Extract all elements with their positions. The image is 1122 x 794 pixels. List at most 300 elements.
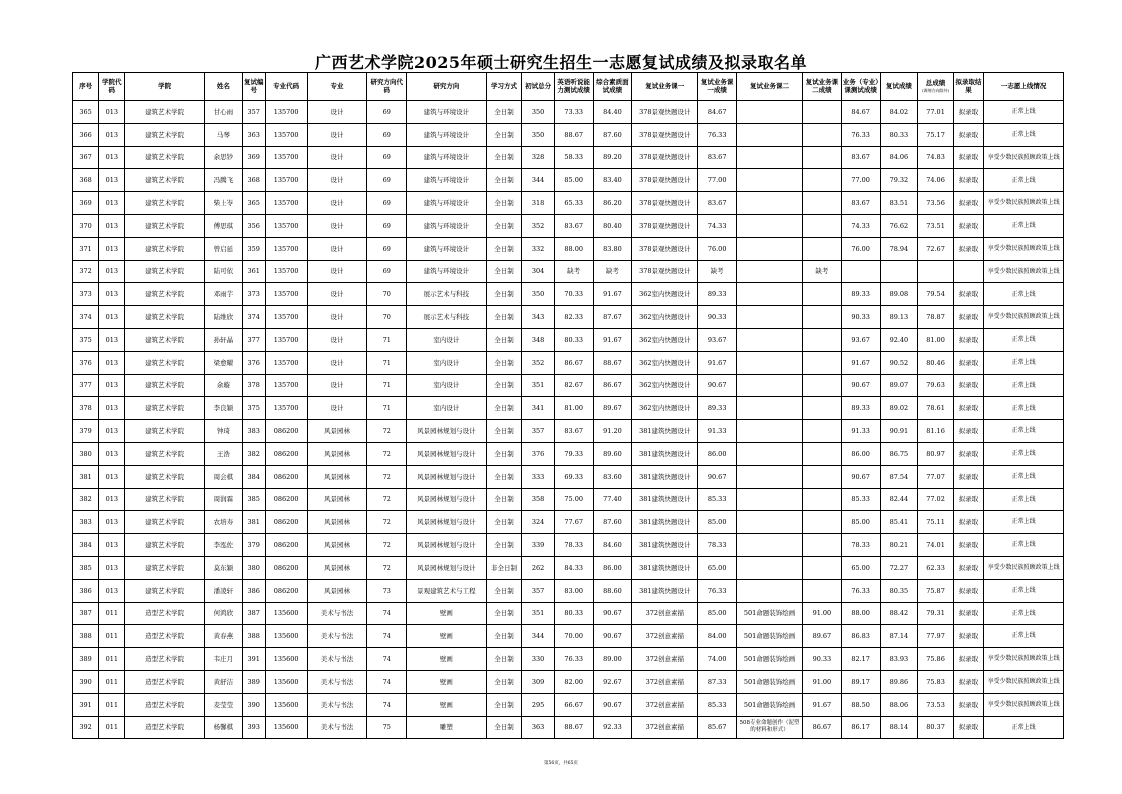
major-cell: 设计 (307, 237, 367, 260)
prelim-score-cell: 348 (522, 328, 554, 351)
major-code-cell: 135700 (265, 283, 307, 306)
interview-score-cell: 90.67 (593, 625, 632, 648)
course2-cell: 501命题装饰绘画 (737, 648, 803, 671)
course2-cell: 501命题装饰绘画 (737, 625, 803, 648)
retest-no-cell: 369 (242, 146, 265, 169)
course2-cell (737, 488, 803, 511)
study-mode-cell: 全日制 (486, 511, 522, 534)
table-row (73, 146, 1064, 169)
interview-score-cell: 83.80 (593, 237, 632, 260)
college-code-cell: 013 (99, 534, 125, 557)
course2-score-cell (803, 579, 842, 602)
direction-code-cell: 69 (367, 237, 407, 260)
total-score-cell: 77.01 (918, 101, 954, 124)
prelim-score-cell: 350 (522, 123, 554, 146)
major-code-cell: 086200 (265, 579, 307, 602)
status-cell: 正常上线 (984, 328, 1064, 351)
retest-score-cell: 92.40 (880, 328, 918, 351)
direction-code-cell: 72 (367, 511, 407, 534)
prelim-score-cell: 344 (522, 625, 554, 648)
retest-no-cell: 379 (242, 534, 265, 557)
result-cell: 拟录取 (953, 192, 983, 215)
study-mode-cell: 全日制 (486, 214, 522, 237)
total-score-cell: 80.37 (918, 716, 954, 739)
course1-cell: 372创意素描 (632, 648, 698, 671)
major-cell: 设计 (307, 374, 367, 397)
interview-score-cell: 87.60 (593, 123, 632, 146)
retest-score-cell: 89.08 (880, 283, 918, 306)
seq-cell: 392 (73, 716, 99, 739)
college-cell: 造型艺术学院 (125, 625, 205, 648)
course1-score-cell: 83.67 (698, 192, 737, 215)
major-code-cell: 135600 (265, 716, 307, 739)
seq-cell: 382 (73, 488, 99, 511)
retest-no-cell: 384 (242, 465, 265, 488)
course2-cell (737, 283, 803, 306)
course2-score-cell (803, 328, 842, 351)
english-score-cell: 84.33 (554, 556, 593, 579)
result-cell: 拟录取 (953, 488, 983, 511)
interview-score-cell: 89.20 (593, 146, 632, 169)
course2-cell (737, 237, 803, 260)
study-mode-cell: 全日制 (486, 260, 522, 283)
name-cell: 余璇 (204, 374, 242, 397)
english-score-cell: 79.33 (554, 442, 593, 465)
table-row (73, 101, 1064, 124)
interview-score-cell: 90.67 (593, 693, 632, 716)
interview-score-cell: 88.60 (593, 579, 632, 602)
course2-score-cell (803, 283, 842, 306)
course1-cell: 378景观快题设计 (632, 169, 698, 192)
result-cell: 拟录取 (953, 420, 983, 443)
status-cell: 正常上线 (984, 442, 1064, 465)
prelim-score-cell: 333 (522, 465, 554, 488)
interview-score-cell: 86.67 (593, 374, 632, 397)
retest-score-cell: 80.35 (880, 579, 918, 602)
col-header: 初试总分 (522, 73, 554, 101)
english-score-cell: 85.00 (554, 169, 593, 192)
course2-cell (737, 123, 803, 146)
course1-score-cell: 85.00 (698, 602, 737, 625)
course2-cell (737, 328, 803, 351)
college-code-cell: 011 (99, 716, 125, 739)
interview-score-cell: 80.40 (593, 214, 632, 237)
college-cell: 建筑艺术学院 (125, 101, 205, 124)
course2-score-cell: 86.67 (803, 716, 842, 739)
direction-code-cell: 71 (367, 397, 407, 420)
seq-cell: 377 (73, 374, 99, 397)
total-score-cell: 74.06 (918, 169, 954, 192)
retest-score-cell: 90.52 (880, 351, 918, 374)
retest-score-cell: 89.86 (880, 670, 918, 693)
status-cell: 正常上线 (984, 511, 1064, 534)
retest-no-cell: 393 (242, 716, 265, 739)
english-score-cell: 76.33 (554, 648, 593, 671)
table-row (73, 602, 1064, 625)
col-header-total (918, 73, 954, 101)
major-test-score-cell: 88.00 (841, 602, 880, 625)
status-cell: 享受少数民族照顾政策上线 (984, 306, 1064, 329)
major-test-score-cell: 89.17 (841, 670, 880, 693)
retest-no-cell: 383 (242, 420, 265, 443)
col-header-label: 总成绩 (925, 79, 946, 88)
college-cell: 造型艺术学院 (125, 670, 205, 693)
course1-score-cell: 89.33 (698, 397, 737, 420)
direction-cell: 壁画 (407, 625, 487, 648)
name-cell: 麦莹莹 (204, 693, 242, 716)
major-cell: 设计 (307, 214, 367, 237)
course2-score-cell (803, 101, 842, 124)
direction-code-cell: 72 (367, 488, 407, 511)
course2-score-cell: 89.67 (803, 625, 842, 648)
direction-cell: 风景园林规划与设计 (407, 488, 487, 511)
course2-cell: 501命题装饰绘画 (737, 670, 803, 693)
direction-code-cell: 73 (367, 579, 407, 602)
total-score-cell: 62.33 (918, 556, 954, 579)
result-cell: 拟录取 (953, 101, 983, 124)
course1-cell: 381建筑快题设计 (632, 534, 698, 557)
retest-score-cell: 83.51 (880, 192, 918, 215)
retest-score-cell: 85.41 (880, 511, 918, 534)
major-cell: 设计 (307, 123, 367, 146)
course2-cell (737, 169, 803, 192)
status-cell: 正常上线 (984, 625, 1064, 648)
direction-cell: 展示艺术与科技 (407, 306, 487, 329)
status-cell: 正常上线 (984, 534, 1064, 557)
major-code-cell: 135600 (265, 670, 307, 693)
result-cell: 拟录取 (953, 283, 983, 306)
english-score-cell: 80.33 (554, 328, 593, 351)
direction-cell: 雕塑 (407, 716, 487, 739)
prelim-score-cell: 343 (522, 306, 554, 329)
college-cell: 建筑艺术学院 (125, 511, 205, 534)
college-code-cell: 013 (99, 214, 125, 237)
table-row (73, 283, 1064, 306)
seq-cell: 373 (73, 283, 99, 306)
seq-cell: 387 (73, 602, 99, 625)
result-cell: 拟录取 (953, 716, 983, 739)
major-cell: 风景园林 (307, 579, 367, 602)
name-cell: 农培寿 (204, 511, 242, 534)
college-cell: 建筑艺术学院 (125, 420, 205, 443)
college-cell: 建筑艺术学院 (125, 374, 205, 397)
english-score-cell: 75.00 (554, 488, 593, 511)
table-row (73, 534, 1064, 557)
study-mode-cell: 全日制 (486, 716, 522, 739)
direction-code-cell: 69 (367, 146, 407, 169)
major-code-cell: 135600 (265, 693, 307, 716)
retest-no-cell: 374 (242, 306, 265, 329)
seq-cell: 374 (73, 306, 99, 329)
major-code-cell: 135700 (265, 214, 307, 237)
retest-score-cell: 84.06 (880, 146, 918, 169)
course1-cell: 381建筑快题设计 (632, 488, 698, 511)
course2-cell (737, 420, 803, 443)
table-row (73, 123, 1064, 146)
course2-score-cell: 缺考 (803, 260, 842, 283)
study-mode-cell: 全日制 (486, 465, 522, 488)
course2-cell (737, 465, 803, 488)
result-cell: 拟录取 (953, 648, 983, 671)
course1-cell: 378景观快题设计 (632, 214, 698, 237)
col-header: 姓名 (204, 73, 242, 101)
major-cell: 风景园林 (307, 465, 367, 488)
retest-score-cell: 86.75 (880, 442, 918, 465)
course1-score-cell: 91.33 (698, 420, 737, 443)
prelim-score-cell: 309 (522, 670, 554, 693)
course2-cell (737, 351, 803, 374)
result-cell: 拟录取 (953, 214, 983, 237)
major-cell: 美术与书法 (307, 670, 367, 693)
interview-score-cell: 87.67 (593, 306, 632, 329)
name-cell: 黄舒洁 (204, 670, 242, 693)
retest-score-cell: 87.14 (880, 625, 918, 648)
result-cell: 拟录取 (953, 351, 983, 374)
status-cell: 正常上线 (984, 579, 1064, 602)
study-mode-cell: 全日制 (486, 306, 522, 329)
prelim-score-cell: 350 (522, 101, 554, 124)
course2-score-cell (803, 420, 842, 443)
study-mode-cell: 全日制 (486, 192, 522, 215)
course1-score-cell: 74.33 (698, 214, 737, 237)
english-score-cell: 81.00 (554, 397, 593, 420)
college-code-cell: 013 (99, 260, 125, 283)
course1-score-cell: 84.67 (698, 101, 737, 124)
direction-code-cell: 69 (367, 101, 407, 124)
major-code-cell: 135700 (265, 351, 307, 374)
course2-cell: 508专业命题创作（泥塑的材料和形式） (737, 716, 803, 739)
course1-score-cell: 74.00 (698, 648, 737, 671)
course1-cell: 378景观快题设计 (632, 192, 698, 215)
course2-score-cell (803, 488, 842, 511)
direction-cell: 展示艺术与科技 (407, 283, 487, 306)
col-header: 英语听说能力测试成绩 (554, 73, 593, 101)
prelim-score-cell: 304 (522, 260, 554, 283)
course1-cell: 378景观快题设计 (632, 260, 698, 283)
prelim-score-cell: 351 (522, 374, 554, 397)
direction-code-cell: 74 (367, 670, 407, 693)
interview-score-cell: 86.00 (593, 556, 632, 579)
college-code-cell: 013 (99, 511, 125, 534)
retest-score-cell: 89.02 (880, 397, 918, 420)
course2-score-cell (803, 374, 842, 397)
direction-code-cell: 71 (367, 374, 407, 397)
major-cell: 设计 (307, 146, 367, 169)
study-mode-cell: 全日制 (486, 123, 522, 146)
course1-score-cell: 85.00 (698, 511, 737, 534)
col-header: 拟录取结果 (953, 73, 983, 101)
status-cell: 正常上线 (984, 602, 1064, 625)
name-cell: 杨馨棋 (204, 716, 242, 739)
prelim-score-cell: 332 (522, 237, 554, 260)
course2-cell (737, 579, 803, 602)
study-mode-cell: 全日制 (486, 579, 522, 602)
college-cell: 造型艺术学院 (125, 602, 205, 625)
seq-cell: 372 (73, 260, 99, 283)
direction-cell: 建筑与环境设计 (407, 192, 487, 215)
seq-cell: 381 (73, 465, 99, 488)
course1-cell: 381建筑快题设计 (632, 465, 698, 488)
major-test-score-cell: 93.67 (841, 328, 880, 351)
major-cell: 设计 (307, 397, 367, 420)
interview-score-cell: 83.40 (593, 169, 632, 192)
major-test-score-cell (841, 260, 880, 283)
major-code-cell: 135700 (265, 169, 307, 192)
english-score-cell: 77.67 (554, 511, 593, 534)
study-mode-cell: 全日制 (486, 328, 522, 351)
result-cell: 拟录取 (953, 237, 983, 260)
direction-code-cell: 72 (367, 442, 407, 465)
major-cell: 风景园林 (307, 556, 367, 579)
status-cell: 享受少数民族照顾政策上线 (984, 146, 1064, 169)
course1-cell: 372创意素描 (632, 716, 698, 739)
result-cell: 拟录取 (953, 670, 983, 693)
course1-cell: 362室内快题设计 (632, 328, 698, 351)
total-score-cell: 79.63 (918, 374, 954, 397)
interview-score-cell: 89.60 (593, 442, 632, 465)
college-code-cell: 013 (99, 192, 125, 215)
course2-score-cell: 91.00 (803, 602, 842, 625)
course1-score-cell: 83.67 (698, 146, 737, 169)
course1-cell: 372创意素描 (632, 602, 698, 625)
retest-no-cell: 373 (242, 283, 265, 306)
prelim-score-cell: 376 (522, 442, 554, 465)
major-cell: 设计 (307, 351, 367, 374)
total-score-cell: 77.97 (918, 625, 954, 648)
retest-no-cell: 390 (242, 693, 265, 716)
english-score-cell: 80.33 (554, 602, 593, 625)
english-score-cell: 69.33 (554, 465, 593, 488)
college-code-cell: 013 (99, 237, 125, 260)
college-cell: 建筑艺术学院 (125, 306, 205, 329)
college-cell: 建筑艺术学院 (125, 260, 205, 283)
major-test-score-cell: 74.33 (841, 214, 880, 237)
table-row (73, 670, 1064, 693)
major-test-score-cell: 86.00 (841, 442, 880, 465)
total-score-cell: 79.54 (918, 283, 954, 306)
name-cell: 黄春燕 (204, 625, 242, 648)
major-test-score-cell: 65.00 (841, 556, 880, 579)
seq-cell: 366 (73, 123, 99, 146)
interview-score-cell: 77.40 (593, 488, 632, 511)
course1-cell: 362室内快题设计 (632, 397, 698, 420)
name-cell: 邓雨芋 (204, 283, 242, 306)
retest-no-cell: 380 (242, 556, 265, 579)
course1-cell: 362室内快题设计 (632, 283, 698, 306)
english-score-cell: 88.67 (554, 716, 593, 739)
major-test-score-cell: 91.33 (841, 420, 880, 443)
prelim-score-cell: 363 (522, 716, 554, 739)
major-test-score-cell: 83.67 (841, 146, 880, 169)
college-cell: 建筑艺术学院 (125, 351, 205, 374)
interview-score-cell: 缺考 (593, 260, 632, 283)
study-mode-cell: 非全日制 (486, 556, 522, 579)
direction-code-cell: 69 (367, 260, 407, 283)
major-test-score-cell: 76.33 (841, 123, 880, 146)
major-test-score-cell: 76.00 (841, 237, 880, 260)
table-row (73, 556, 1064, 579)
english-score-cell: 缺考 (554, 260, 593, 283)
english-score-cell: 58.33 (554, 146, 593, 169)
course1-cell: 381建筑快题设计 (632, 442, 698, 465)
major-code-cell: 135700 (265, 101, 307, 124)
total-score-cell: 75.17 (918, 123, 954, 146)
name-cell: 何鸿欣 (204, 602, 242, 625)
seq-cell: 369 (73, 192, 99, 215)
major-cell: 风景园林 (307, 488, 367, 511)
direction-cell: 室内设计 (407, 374, 487, 397)
major-cell: 设计 (307, 306, 367, 329)
major-code-cell: 086200 (265, 556, 307, 579)
status-cell: 正常上线 (984, 351, 1064, 374)
name-cell: 冯腾飞 (204, 169, 242, 192)
direction-cell: 室内设计 (407, 328, 487, 351)
name-cell: 韦庄月 (204, 648, 242, 671)
seq-cell: 384 (73, 534, 99, 557)
total-score-cell: 75.11 (918, 511, 954, 534)
table-row (73, 442, 1064, 465)
table-row (73, 237, 1064, 260)
total-score-cell: 75.86 (918, 648, 954, 671)
major-code-cell: 135600 (265, 602, 307, 625)
major-code-cell: 135700 (265, 146, 307, 169)
direction-cell: 建筑与环境设计 (407, 146, 487, 169)
retest-no-cell: 368 (242, 169, 265, 192)
english-score-cell: 66.67 (554, 693, 593, 716)
retest-score-cell: 88.06 (880, 693, 918, 716)
major-code-cell: 086200 (265, 511, 307, 534)
retest-no-cell: 386 (242, 579, 265, 602)
col-header: 研究方向代码 (367, 73, 407, 101)
english-score-cell: 70.00 (554, 625, 593, 648)
seq-cell: 390 (73, 670, 99, 693)
retest-no-cell: 385 (242, 488, 265, 511)
course2-cell (737, 306, 803, 329)
result-cell: 拟录取 (953, 169, 983, 192)
college-cell: 建筑艺术学院 (125, 214, 205, 237)
table-row (73, 625, 1064, 648)
course2-score-cell (803, 534, 842, 557)
interview-score-cell: 84.40 (593, 101, 632, 124)
college-code-cell: 013 (99, 169, 125, 192)
course2-score-cell (803, 351, 842, 374)
course1-cell: 378景观快题设计 (632, 101, 698, 124)
name-cell: 柴上岺 (204, 192, 242, 215)
course1-score-cell: 78.33 (698, 534, 737, 557)
college-code-cell: 013 (99, 123, 125, 146)
study-mode-cell: 全日制 (486, 169, 522, 192)
direction-cell: 壁画 (407, 670, 487, 693)
college-code-cell: 013 (99, 420, 125, 443)
direction-cell: 风景园林规划与设计 (407, 511, 487, 534)
name-cell: 李良颖 (204, 397, 242, 420)
college-code-cell: 011 (99, 693, 125, 716)
name-cell: 周润霖 (204, 488, 242, 511)
direction-cell: 室内设计 (407, 351, 487, 374)
course1-score-cell: 93.67 (698, 328, 737, 351)
study-mode-cell: 全日制 (486, 283, 522, 306)
major-code-cell: 086200 (265, 534, 307, 557)
retest-score-cell: 90.91 (880, 420, 918, 443)
major-test-score-cell: 88.50 (841, 693, 880, 716)
course2-score-cell (803, 511, 842, 534)
college-code-cell: 013 (99, 283, 125, 306)
course2-score-cell (803, 237, 842, 260)
prelim-score-cell: 330 (522, 648, 554, 671)
col-header: 综合素质面试成绩 (593, 73, 632, 101)
total-score-cell: 81.00 (918, 328, 954, 351)
direction-cell: 建筑与环境设计 (407, 260, 487, 283)
